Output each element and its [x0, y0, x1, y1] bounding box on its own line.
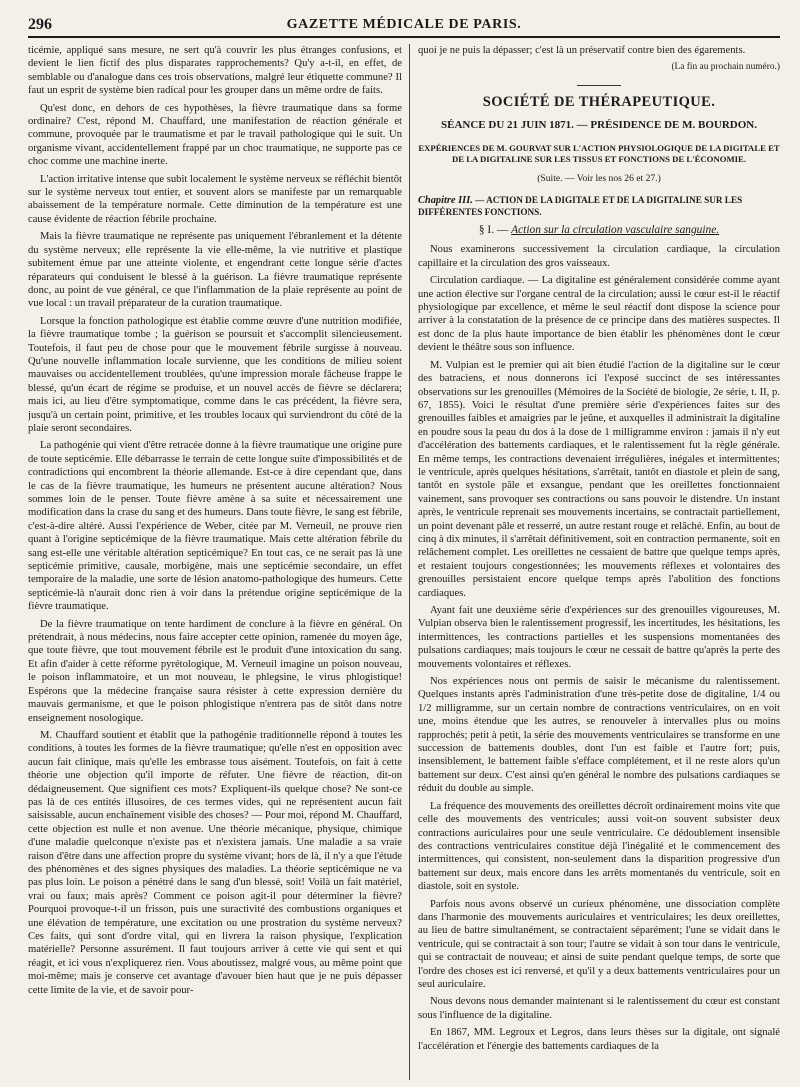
section-heading: [418, 224, 780, 237]
suite-note: (Suite. — Voir les nos 26 et 27.): [537, 172, 661, 184]
paragraph: De la fièvre traumatique on tente hardiment de conclure à la fièvre en général. On prétendrait, à nous médecins, nous faire accepter cette opinion, ramenée du moyen âge, que toute fièvre, que tout mouvement fébrile est le produit d'une intoxication du sang. Et afin d'aider à cette réforme pyrétologique, M. Verneuil imagine un poison nouveau, le poison inflammatoire, et un mot nouveau, le phlegsine, le virus phlogistique! Espérons que la médecine française saura résister à cette expression dernière du mauvais germanisme, et que le poison phlogistique n'entrera pas de sitôt dans notre enseignement nosologique.: [28, 618, 402, 724]
section-title: Action sur la circulation vasculaire sanguine.: [511, 224, 720, 237]
paragraph: Circulation cardiaque. — La digitaline est généralement considérée comme ayant une action élective sur l'organe central de la circulation; aussi le cœur est-il le réactif physiologique par excellence, et même le seul réactif dont dispose la science pour arriver à la constatation de la présence de ce principe dans des matières suspectes. Il est donc de la plus haute importance de bien établir les phénomènes dont le cœur devient le théâtre sous son influence.: [418, 275, 780, 354]
paragraph: ticémie, appliqué sans mesure, ne sert qu'à couvrir les plus étranges confusions, et devient le lien fictif des plus disparates rapprochements? Qu'y a-t-il, en effet, de semblable ou d'analogue dans ces trois observations, malgré leur étiquette commune? Il faut un esprit de système bien radical pour les grouper dans un même ordre de faits.: [28, 45, 402, 97]
society-title: SOCIÉTÉ DE THÉRAPEUTIQUE.: [482, 93, 716, 110]
continued-note: (La fin au prochain numéro.): [671, 62, 780, 73]
paragraph: Nous devons nous demander maintenant si le ralentissement du cœur est constant sous l'influence de la digitaline.: [418, 996, 780, 1021]
paragraph: L'action irritative intense que subit localement le système nerveux se réfléchit bientôt sur le système nerveux tout entier, et souvent alors se manifeste par un remarquable abaissement de la température normale. Cette diminution de la température est une cause évidente de réaction fébrile prochaine.: [28, 173, 402, 225]
page-header: [28, 16, 780, 38]
paragraph: Mais la fièvre traumatique ne représente pas uniquement l'ébranlement et la détente du système nerveux; elle représente la vie elle-même, la vie nutritive et plastique subitement émue par une atteinte violente, et engendrant cette longue série d'actes réparateurs qui conduisent le blessé à la guérison. La fièvre traumatique représente donc, au point de vue général, ce que l'inflammation de la plaie représente au point de vue local : un travail préparateur de la curation traumatique.: [28, 231, 402, 310]
paragraph: Lorsque la fonction pathologique est établie comme œuvre d'une nutrition modifiée, la fièvre traumatique tombe ; la guérison se poursuit et s'accomplit silencieusement. Toutefois, il faut peu de chose pour que le mouvement fébrile surgisse à nouveau. Qu'une nouvelle inflammation locale survienne, que les conditions de milieu soient mauvaises ou accidentellement troublées, qu'une impression morale fâcheuse frappe le blessé, qu'un écart de régime se produise, et un nouvel accès de fièvre se déclarera; mais ici, au lieu d'être symptomatique, comme dans le cas précédent, la fièvre sera, jusqu'à un certain point, primitive, et les troubles locaux qui surviendront du côté de la plaie seront secondaires.: [28, 315, 402, 434]
paragraph: La pathogénie qui vient d'être retracée donne à la fièvre traumatique une origine pure de toute septicémie. Elle débarrasse le terrain de cette longue suite d'impossibilités et de contradictions qui encombrent la théorie allemande. Est-ce à dire cependant que, dans le cas de la fièvre traumatique, les humeurs ne présentent aucune altération? Nous sommes loin de le penser. Toute fièvre amène à sa suite et nécessairement une modification dans la crase du sang et des humeurs. Dans toute fièvre, le sang est fébrile, c'est-à-dire altéré. Aussi l'expérience de Weber, citée par M. Verneuil, ne prouve rien quant à l'origine septicémique de la fièvre traumatique. Mais cette altération fébrile du sang est-elle une véritable altération septicémique? En tout cas, ce ne serait pas là une septicémie primitive, causale, morbigène, mais une septicémie secondaire, un effet temporaire de la maladie, une sorte de lésion anatomo-pathologique des humeurs. Cette septicémie-là n'aurait donc rien à voir dans la prétendue origine septicémique de la fièvre traumatique.: [28, 440, 402, 613]
right-column: [418, 44, 780, 1080]
paragraph: Qu'est donc, en dehors de ces hypothèses, la fièvre traumatique dans sa forme ordinaire? C'est, répond M. Chauffard, une manifestation de réaction générale et commune, provoquée par le traumatisme et par le travail pathologique qui le suit. Un organisme vivant, accidentellement frappé par un choc traumatique, ne supporte pas ce choc comme une machine inerte.: [28, 102, 402, 168]
paragraph: Parfois nous avons observé un curieux phénomène, une dissociation complète dans l'harmonie des mouvements auriculaires et ventriculaires; les deux oreillettes, au lieu de battre simultanément, se contractaient séparément; l'une se vidait dans le ventricule, qui se contractait à son tour; l'autre se vidait à son tour dans le ventricule, qui se contractait de nouveau; et ainsi de suite pendant quelque temps, de sorte que l'ordre des choses est ici renversé, et qu'il y a deux battements ventriculaires pour un seul auriculaire.: [418, 898, 780, 990]
section-number: § I. —: [478, 224, 509, 237]
running-title: GAZETTE MÉDICALE DE PARIS.: [286, 17, 522, 32]
paragraph: En 1867, MM. Legroux et Legros, dans leurs thèses sur la digitale, ont signalé l'accélération et l'énergie des battements cardiaques de la: [418, 1027, 780, 1052]
paragraph: La fréquence des mouvements des oreillettes décroît ordinairement moins vite que celle des mouvements des ventricules; aussi voit-on souvent subsister deux contractions auriculaires pour une seule ventriculaire. Ce dédoublement insensible des contractions ventriculaires constitue déjà l'inégalité et le commencement des intermittences, qui consistent, non-seulement dans la disparition progressive d'un battement sur deux, mais encore dans les arrêts momentanés du ventricule, soit en diastole, soit en systole.: [418, 800, 780, 893]
chapter-number: Chapitre III.: [418, 195, 473, 207]
left-column: [28, 44, 402, 1080]
chapter-title: — ACTION DE LA DIGITALE ET DE LA DIGITALINE SUR LES DIFFÉRENTES FONCTIONS.: [418, 195, 743, 217]
page-number: 296: [28, 16, 52, 33]
column-divider: [409, 44, 410, 1080]
paragraph: Ayant fait une deuxième série d'expériences sur des grenouilles vigoureuses, M. Vulpian observa bien le ralentissement progressif, les incertitudes, les hésitations, les intermittences, les contractions partielles et les suspensions momentanées des pulsations cardiaques; mais toujours le cœur ne cessait de battre qu'après la perte des mouvements volontaires et réflexes.: [418, 605, 780, 670]
continuation-text: quoi je ne puis la dépasser; c'est là un préservatif contre bien des égarements.: [418, 45, 746, 56]
paragraph: M. Vulpian est le premier qui ait bien étudié l'action de la digitaline sur le cœur des batraciens, et nous donnerons ici l'exposé succinct de ses intéressantes observations sur les grenouilles (Mémoires de la Société de biologie, 2e série, t. II, p. 67, 1855). Voici le résultat d'une première série d'expériences faites sur des grenouilles faibles et amaigries par le jeûne, et auxquelles il administrait la digitaline en poudre sous la peau du dos à la dose de 1 milligramme environ : jamais il n'y eut d'accélération des battements cardiaques, et le ralentissement fut la règle générale. En même temps, les contractions devenaient irrégulières, inégales et intermittentes; le ventricule, après quelques hésitations, s'arrêtait, tantôt en diastole et plein de sang, tantôt en systole pâle et exsangue, pendant que les oreillettes fonctionnaient vainement, sans provoquer ses contractions ou sans pouvoir le distendre. Un instant après, le ventricule reprenait ses mouvements incertains, se contractait partiellement, un point devenant pâle et resserré, un autre restant rouge et relâché. Enfin, au bout de cinq à dix minutes, il s'arrêtait définitivement, soit en contraction permanente, soit en relâchement complet. Les oreillettes ne cessaient de battre que quelque temps après, et restaient toujours congestionnées; les mouvements réflexes et volontaires des grenouilles persistaient encore quelque temps après l'abolition des fonctions cardiaques.: [418, 359, 780, 599]
chapter-heading: [418, 195, 780, 218]
paragraph: Nous examinerons successivement la circulation cardiaque, la circulation capillaire et la circulation des gros vaisseaux.: [418, 244, 780, 269]
section-divider: [577, 85, 621, 86]
session-line: SÉANCE DU 21 JUIN 1871. — PRÉSIDENCE DE M. BOURDON.: [441, 119, 757, 132]
paragraph: Nos expériences nous ont permis de saisir le mécanisme du ralentissement. Quelques instants après l'administration d'une très-petite dose de digitaline, 1/4 ou 1/2 milligramme, sur un certain nombre de contractions ventriculaires, on en voit une, moins étendue que les autres, se renouveler à intervalles plus ou moins rapprochés; petit à petit, la série des mouvements ventriculaires se transforme en une succession de battements doubles, dont l'un est faible et l'autre fort; puis, insensiblement, le battement faible s'efface complétement, et il ne reste alors qu'un battement sur deux. C'est ainsi qu'en général le nombre des pulsations cardiaques se réduit du double au simple.: [418, 676, 780, 795]
experiments-title: EXPÉRIENCES DE M. GOURVAT SUR L'ACTION PHYSIOLOGIQUE DE LA DIGITALE ET DE LA DIGITALINE SUR LES TISSUS ET FONCTIONS DE L'ÉCONOMIE.: [418, 142, 780, 165]
paragraph: M. Chauffard soutient et établit que la pathogénie traditionnelle répond à toutes les conditions, à toutes les formes de la fièvre traumatique; qu'elle n'est en opposition avec aucun fait clinique, mais qu'elle les embrasse tous aisément. Toutefois, on fait à cette théorie une objection qu'il importe de réfuter. Une fièvre de réaction, dit-on dédaigneusement. Que signifient ces mots? Expliquent-ils quelque chose? Ne sont-ce pas là de ces entités illusoires, de ces termes vides, qui ne représentent aucun fait saisissable, aucun enchaînement visible des choses? — Pour moi, répond M. Chauffard, cette objection est nulle et non avenue. Une théorie mécanique, physique, chimique d'une maladie quelconque n'existe pas et n'existera jamais. Une maladie a sa vraie raison d'être dans une affection propre du système vivant; hors de là, il n'y a que l'étude des phénomènes et des signes physiques des maladies. La théorie septicémique ne va pas plus loin. Le poison a pénétré dans le sang d'un blessé, soit! Voilà un fait matériel, vrai ou faux; mais après? Comment ce poison agit-il pour déterminer la fièvre? Pourquoi provoque-t-il un frisson, puis une suractivité des combustions organiques et une élévation de température, une excitation ou une prostration du système nerveux? Ces faits, qui sont d'ordre vital, qui en livrera la raison physique, l'explication matérielle? Personne assurément. Il faut toujours arriver à cette vie qui sent et qui réagit, et ici vous n'expliquerez rien. Vous aboutissez, malgré vous, au même point que moi-même; mais je conserve cet avantage d'avouer bien haut que je ne puis dépasser cette limite de la vie, et de savoir pour-: [28, 729, 402, 996]
